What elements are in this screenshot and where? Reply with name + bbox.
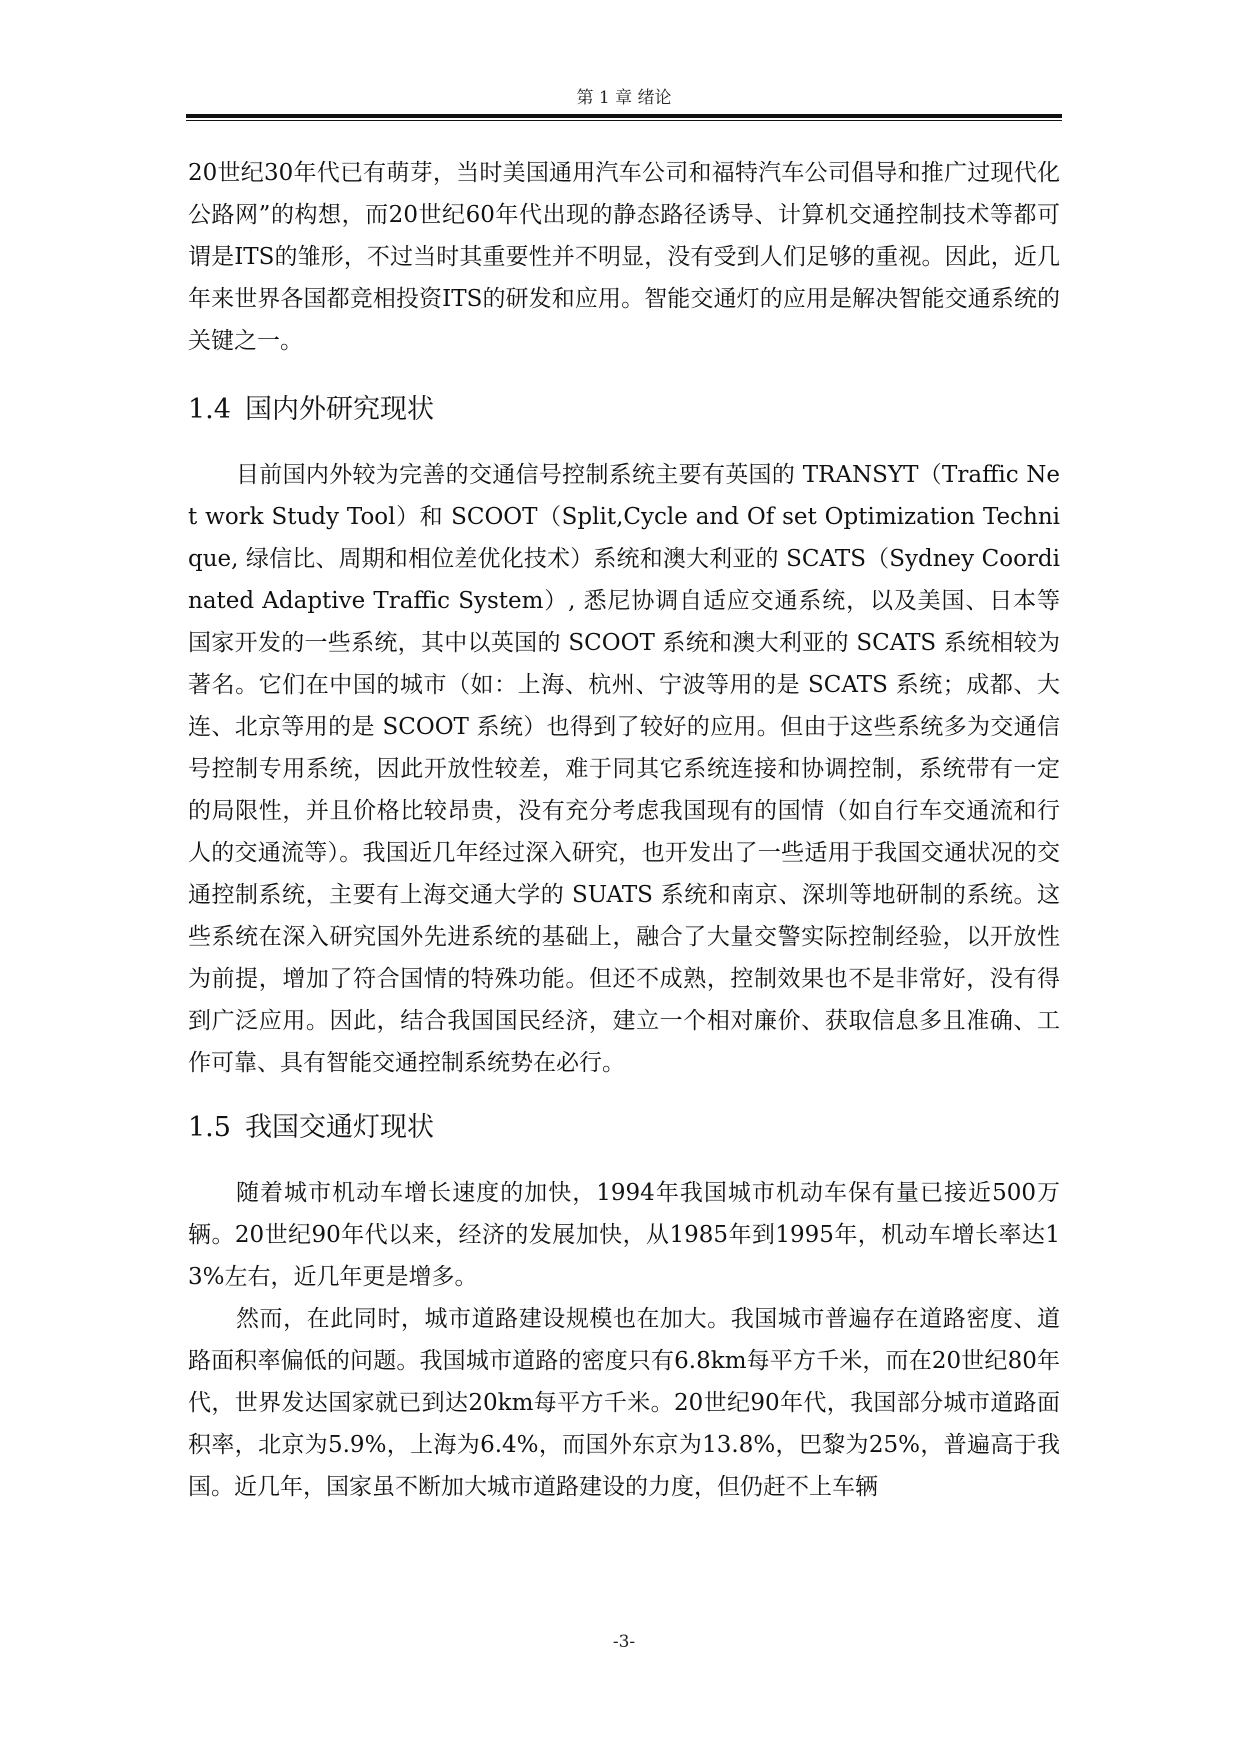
section-title: 我国交通灯现状 xyxy=(244,1112,434,1143)
section-title: 国内外研究现状 xyxy=(244,394,434,425)
intro-paragraph: 20世纪30年代已有萌芽，当时美国通用汽车公司和福特汽车公司倡导和推广过现代化公路网”的构想，而20世纪60年代出现的静态路径诱导、计算机交通控制技术等都可谓是ITS的雏形，不过当时其重要性并不明显，没有受到人们足够的重视。因此，近几年来世界各国都竞相投资ITS的研发和应用。智能交通灯的应用是解决智能交通系统的关键之一。 xyxy=(188,160,1060,354)
section-number: 1.4 xyxy=(188,394,231,425)
section-1-5-paragraph-1: 随着城市机动车增长速度的加快，1994年我国城市机动车保有量已接近500万辆。20世纪90年代以来，经济的发展加快，从1985年到1995年，机动车增长率达13%左右，近几年更是增多。 xyxy=(188,1180,1060,1290)
header-rule-thin xyxy=(186,120,1062,121)
section-1-4-paragraph: 目前国内外较为完善的交通信号控制系统主要有英国的 TRANSYT（Traffic Net work Study Tool）和 SCOOT（Split,Cycle and Of set Optimization Technique, 绿信比、周期和相位差优化技术）系统和澳大利亚的 SCATS（Sydney Coordinated Adaptive Traffic System）, 悉尼协调自适应交通系统，以及美国、日本等国家开发的一些系统，其中以英国的 SCOOT 系统和澳大利亚的 SCATS 系统相较为著名。它们在中国的城市（如：上海、杭州、宁波等用的是 SCATS 系统；成都、大连、北京等用的是 SCOOT 系统）也得到了较好的应用。但由于这些系统多为交通信号控制专用系统，因此开放性较差，难于同其它系统连接和协调控制，系统带有一定的局限性，并且价格比较昂贵，没有充分考虑我国现有的国情（如自行车交通流和行人的交通流等）。我国近几年经过深入研究，也开发出了一些适用于我国交通状况的交通控制系统，主要有上海交通大学的 SUATS 系统和南京、深圳等地研制的系统。这些系统在深入研究国外先进系统的基础上，融合了大量交警实际控制经验，以开放性为前提，增加了符合国情的特殊功能。但还不成熟，控制效果也不是非常好，没有得到广泛应用。因此，结合我国国民经济，建立一个相对廉价、获取信息多且准确、工作可靠、具有智能交通控制系统势在必行。 xyxy=(188,462,1060,1076)
section-heading-1-4 xyxy=(188,390,1060,430)
header-rule-thick xyxy=(186,114,1062,118)
page-number: -3- xyxy=(612,1632,636,1652)
section-1-5-paragraph-2: 然而，在此同时，城市道路建设规模也在加大。我国城市普遍存在道路密度、道路面积率偏低的问题。我国城市道路的密度只有6.8km每平方千米，而在20世纪80年代，世界发达国家就已到达20km每平方千米。20世纪90年代，我国部分城市道路面积率，北京为5.9%，上海为6.4%，而国外东京为13.8%，巴黎为25%，普遍高于我国。近几年，国家虽不断加大城市道路建设的力度，但仍赶不上车辆 xyxy=(188,1306,1060,1500)
main-content xyxy=(188,152,1060,1508)
section-heading-1-5 xyxy=(188,1108,1060,1148)
running-header: 第 1 章 绪论 xyxy=(576,88,672,108)
section-number: 1.5 xyxy=(188,1112,231,1143)
